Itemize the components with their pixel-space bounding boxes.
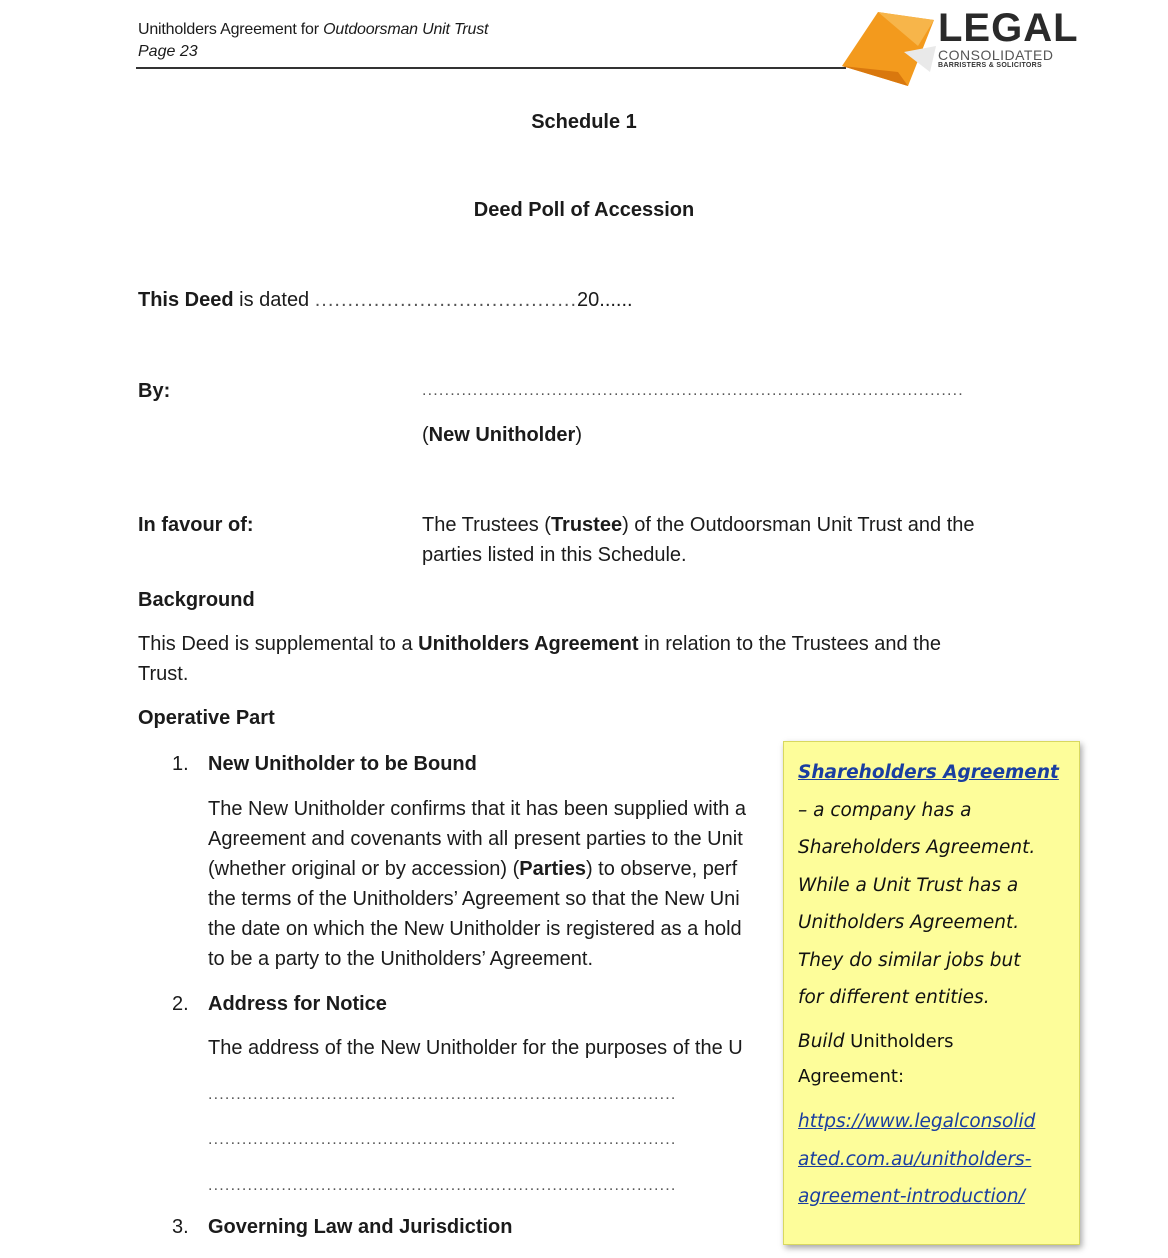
item-1-line-2: Agreement and covenants with all present parties to the Unit	[208, 828, 743, 850]
item-1-line-4: the terms of the Unitholders’ Agreement so that the New Uni	[208, 888, 740, 910]
logo-tagline: BARRISTERS & SOLICITORS	[938, 62, 1043, 69]
note-line: They do similar jobs but	[798, 949, 1021, 971]
logo-sub: CONSOLIDATED	[938, 47, 1054, 63]
url-line[interactable]: ated.com.au/unitholders-	[798, 1148, 1032, 1170]
deed-title: Deed Poll of Accession	[473, 199, 695, 221]
header-title: Unitholders Agreement for Outdoorsman Unit Trust	[138, 21, 489, 38]
item-3-title: Governing Law and Jurisdiction	[208, 1216, 513, 1238]
url-line[interactable]: https://www.legalconsolid	[798, 1111, 1036, 1132]
dated-line: This Deed is dated ........................................20......	[138, 289, 633, 311]
favour-line-1: The Trustees (Trustee) of the Outdoorsman Unit Trust and the	[422, 514, 975, 536]
note-line: – a company has a	[798, 799, 972, 821]
operative-heading: Operative Part	[138, 707, 275, 729]
note-line: Unitholders Agreement.	[798, 912, 1020, 933]
item-2-number: 2.	[172, 993, 189, 1015]
item-1-line-1: The New Unitholder confirms that it has been supplied with a	[208, 798, 747, 820]
item-3-number: 3.	[172, 1216, 189, 1238]
by-label: By:	[138, 380, 171, 402]
item-1-line-6: to be a party to the Unitholders’ Agreement.	[208, 948, 594, 970]
address-line-2: ...................................................................................	[208, 1131, 677, 1148]
schedule-title: Schedule 1	[531, 111, 637, 133]
address-line-1: ...................................................................................	[208, 1086, 677, 1103]
header-rule	[136, 67, 846, 69]
url-line[interactable]: agreement-introduction/	[798, 1186, 1025, 1207]
unitholders-url-link[interactable]	[798, 1103, 1065, 1216]
background-line-2: Trust.	[138, 663, 189, 685]
shareholders-agreement-link[interactable]: Shareholders Agreement	[798, 762, 1059, 783]
note-line: for different entities.	[798, 987, 990, 1008]
legal-consolidated-logo	[838, 6, 1079, 90]
note-line: Shareholders Agreement.	[798, 837, 1036, 858]
item-1-number: 1.	[172, 753, 189, 775]
item-1-title: New Unitholder to be Bound	[208, 753, 477, 775]
address-line-3: ...................................................................................	[208, 1177, 677, 1194]
sticky-note	[783, 741, 1080, 1245]
background-line-1: This Deed is supplemental to a Unitholders Agreement in relation to the Trustees and the	[138, 633, 941, 655]
item-2-title: Address for Notice	[208, 993, 387, 1015]
logo-name: LEGAL	[938, 6, 1079, 50]
logo-mark-icon	[838, 6, 948, 90]
favour-line-2: parties listed in this Schedule.	[422, 544, 687, 566]
favour-label: In favour of:	[138, 514, 254, 536]
background-heading: Background	[138, 589, 255, 611]
item-2-line-1: The address of the New Unitholder for the purposes of the U	[208, 1037, 743, 1059]
note-build-line: Build Unitholders	[798, 1030, 954, 1052]
item-1-line-3: (whether original or by accession) (Parties) to observe, perf	[208, 858, 738, 880]
header-page-number: Page 23	[138, 43, 198, 60]
note-build-line-2: Agreement:	[798, 1066, 905, 1087]
new-unitholder-label: (New Unitholder)	[422, 424, 583, 446]
note-line: While a Unit Trust has a	[798, 874, 1019, 896]
item-1-line-5: the date on which the New Unitholder is registered as a hold	[208, 918, 742, 940]
by-dots: ................................................................................................	[422, 382, 964, 399]
